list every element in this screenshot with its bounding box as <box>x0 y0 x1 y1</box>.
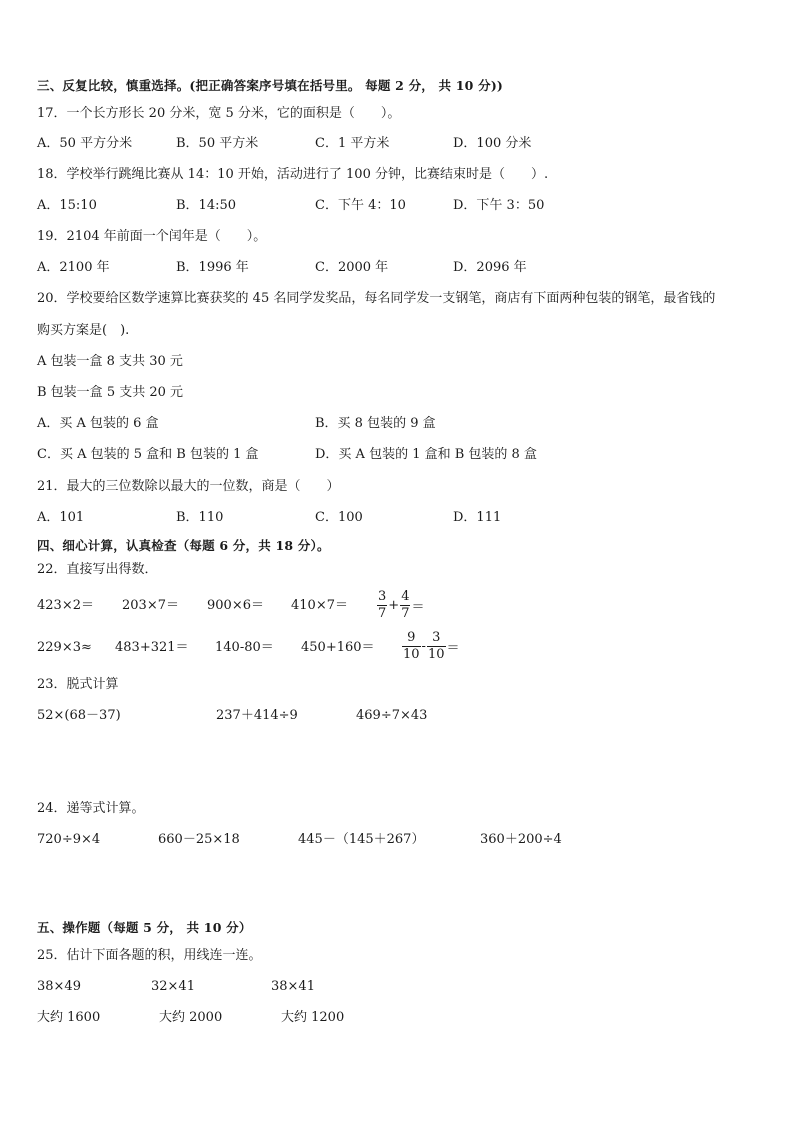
fraction <box>400 589 410 622</box>
q17-option-c: C．1 平方米 <box>315 136 390 151</box>
q22-stem: 22．直接写出得数． <box>37 562 158 577</box>
q19-option-d: D．2096 年 <box>453 260 527 275</box>
q22-row2-fraction-expression <box>402 630 461 663</box>
operator: + <box>388 598 400 613</box>
fraction-numerator: 3 <box>378 589 387 604</box>
section-3-title: 三、反复比较，慎重选择。(把正确答案序号填在括号里。 每题 2 分， 共 10 分)) <box>37 78 504 93</box>
q25-product-3: 38×41 <box>271 979 315 994</box>
q18-option-a: A．15:10 <box>37 198 97 213</box>
q17-option-b: B．50 平方米 <box>176 136 259 151</box>
q21-stem: 21．最大的三位数除以最大的一位数，商是（ ） <box>37 479 340 494</box>
q19-option-b: B．1996 年 <box>176 260 249 275</box>
q22-row1-item-1: 423×2＝ <box>37 598 94 613</box>
q23-item-3: 469÷7×43 <box>356 708 428 723</box>
q22-row1-item-4: 410×7＝ <box>291 598 348 613</box>
q22-row1-fraction-expression <box>377 589 425 622</box>
fraction-numerator: 4 <box>401 589 410 604</box>
q22-row1-item-3: 900×6＝ <box>207 598 264 613</box>
q22-row2-item-1: 229×3≈ <box>37 640 92 655</box>
q25-estimate-1: 大约 1600 <box>37 1010 101 1025</box>
q21-option-b: B．110 <box>176 510 224 525</box>
fraction-numerator: 9 <box>402 630 421 647</box>
q22-row2-item-4: 450+160＝ <box>301 640 375 655</box>
q24-item-1: 720÷9×4 <box>37 832 101 847</box>
q18-stem: 18．学校举行跳绳比赛从 14：10 开始，活动进行了 100 分钟，比赛结束时是（ ）. <box>37 167 549 182</box>
q20-option-a: A．买 A 包装的 6 盒 <box>37 416 159 431</box>
q20-pack-b: B 包装一盒 5 支共 20 元 <box>37 385 184 400</box>
fraction-numerator: 3 <box>427 630 446 647</box>
section-5-title: 五、操作题（每题 5 分， 共 10 分） <box>37 920 252 935</box>
q24-item-4: 360＋200÷4 <box>480 832 562 847</box>
q20-option-b: B．买 8 包装的 9 盒 <box>315 416 436 431</box>
q19-option-a: A．2100 年 <box>37 260 110 275</box>
q24-item-2: 660－25×18 <box>158 832 240 847</box>
equals-sign: ＝ <box>446 641 460 656</box>
q20-option-c: C．买 A 包装的 5 盒和 B 包装的 1 盒 <box>37 447 259 462</box>
q24-item-3: 445－（145＋267） <box>298 832 425 847</box>
q23-stem: 23．脱式计算 <box>37 677 119 692</box>
operator: - <box>421 639 426 654</box>
q21-option-c: C．100 <box>315 510 363 525</box>
q18-option-c: C．下午 4：10 <box>315 198 406 213</box>
q17-option-a: A．50 平方分米 <box>37 136 133 151</box>
q18-option-d: D．下午 3：50 <box>453 198 545 213</box>
q25-stem: 25．估计下面各题的积，用线连一连。 <box>37 948 262 963</box>
fraction-denominator: 10 <box>403 647 420 662</box>
q25-product-1: 38×49 <box>37 979 81 994</box>
q24-stem: 24．递等式计算。 <box>37 801 145 816</box>
q17-option-d: D．100 分米 <box>453 136 532 151</box>
q19-option-c: C．2000 年 <box>315 260 389 275</box>
fraction <box>402 630 421 663</box>
q23-item-1: 52×(68－37) <box>37 708 121 723</box>
q22-row1-item-2: 203×7＝ <box>122 598 179 613</box>
q21-option-a: A．101 <box>37 510 85 525</box>
q20-stem-line-2: 购买方案是( ). <box>37 323 130 338</box>
q25-estimate-3: 大约 1200 <box>281 1010 345 1025</box>
q18-option-b: B．14:50 <box>176 198 237 213</box>
equals-sign: ＝ <box>411 600 425 615</box>
fraction-denominator: 7 <box>401 606 410 621</box>
fraction <box>427 630 446 663</box>
q22-row2-item-3: 140-80＝ <box>215 640 274 655</box>
fraction <box>377 589 387 622</box>
fraction-denominator: 7 <box>378 606 387 621</box>
q20-stem-line-1: 20．学校要给区数学速算比赛获奖的 45 名同学发奖品，每名同学发一支钢笔，商店有下面两种包装的钢笔，最省钱的 <box>37 291 716 306</box>
q20-option-d: D．买 A 包装的 1 盒和 B 包装的 8 盒 <box>315 447 537 462</box>
q20-pack-a: A 包装一盒 8 支共 30 元 <box>37 354 183 369</box>
section-4-title: 四、细心计算，认真检查（每题 6 分，共 18 分）。 <box>37 538 330 553</box>
q25-estimate-2: 大约 2000 <box>159 1010 223 1025</box>
fraction-denominator: 10 <box>427 647 445 662</box>
q23-item-2: 237＋414÷9 <box>216 708 298 723</box>
q22-row2-item-2: 483+321＝ <box>115 640 189 655</box>
q17-stem: 17．一个长方形长 20 分米，宽 5 分米，它的面积是（ ）。 <box>37 106 401 121</box>
q19-stem: 19．2104 年前面一个闰年是（ ）。 <box>37 229 267 244</box>
q21-option-d: D．111 <box>453 510 502 525</box>
q25-product-2: 32×41 <box>151 979 195 994</box>
